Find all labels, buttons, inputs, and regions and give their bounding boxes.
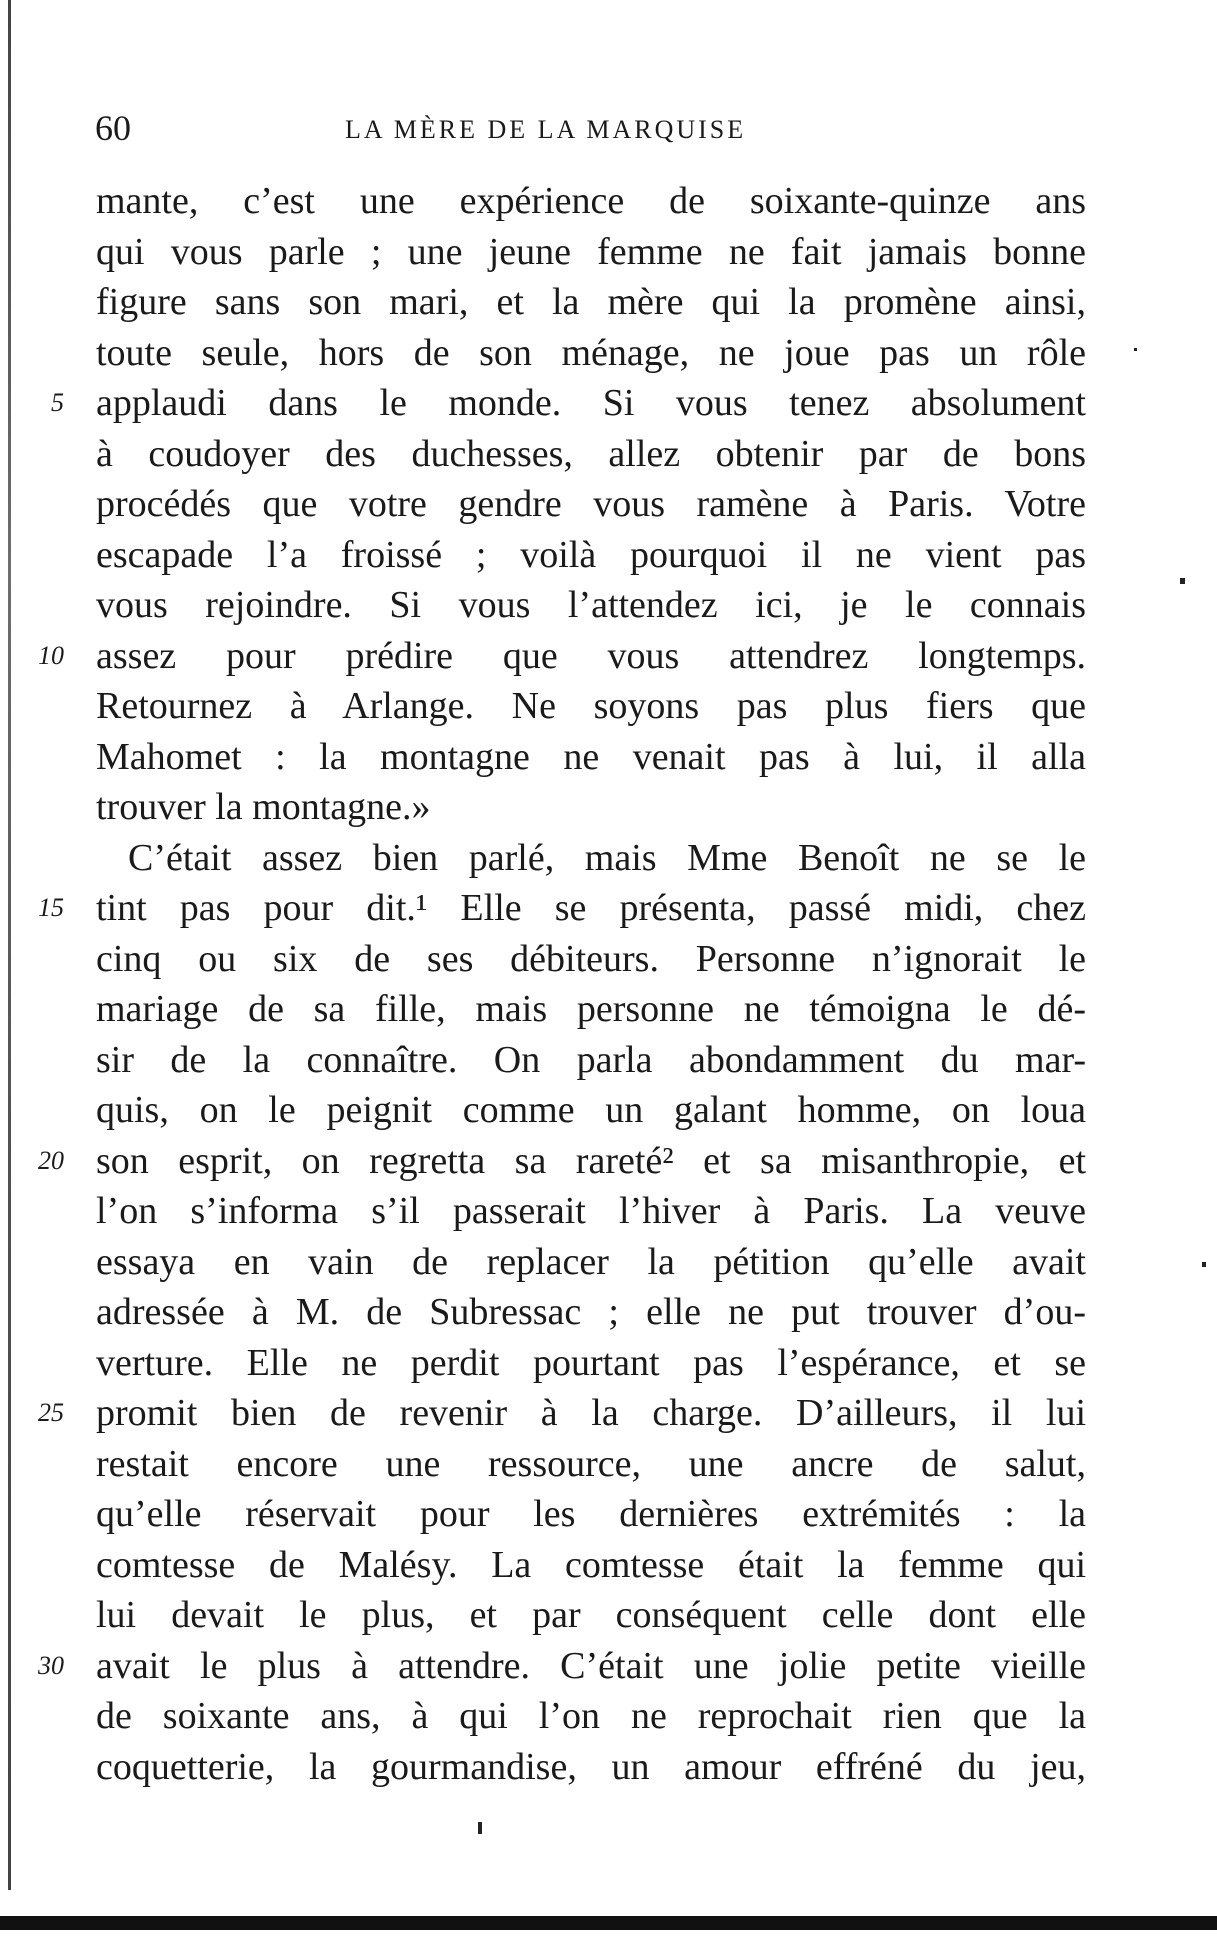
line-text: tint pas pour dit.¹ Elle se présenta, passé midi, chez bbox=[96, 887, 1086, 929]
scan-speck bbox=[1134, 348, 1137, 351]
running-title: LA MÈRE DE LA MARQUISE bbox=[345, 115, 747, 144]
text-line bbox=[38, 1388, 1086, 1439]
line-number: 5 bbox=[51, 388, 64, 417]
text-line bbox=[96, 580, 1086, 631]
line-text: restait encore une ressource, une ancre de salut, bbox=[96, 1442, 1086, 1485]
text-line bbox=[96, 1085, 1086, 1136]
line-text: adressée à M. de Subressac ; elle ne put trouver d’ou- bbox=[96, 1291, 1086, 1333]
line-text: Mahomet : la montagne ne venait pas à lui, il alla bbox=[96, 735, 1086, 778]
line-text: vous rejoindre. Si vous l’attendez ici, je le connais bbox=[96, 584, 1086, 626]
text-line bbox=[96, 1742, 1086, 1793]
line-number: 30 bbox=[38, 1650, 64, 1680]
line-text: figure sans son mari, et la mère qui la promène ainsi, bbox=[96, 281, 1086, 323]
text-line bbox=[96, 1489, 1086, 1540]
line-text: applaudi dans le monde. Si vous tenez absolument bbox=[96, 382, 1086, 424]
line-text: essaya en vain de replacer la pétition qu’elle avait bbox=[96, 1240, 1086, 1283]
line-text: cinq ou six de ses débiteurs. Personne n’ignorait le bbox=[96, 937, 1086, 980]
text-line bbox=[96, 530, 1086, 581]
line-text: promit bien de revenir à la charge. D’ailleurs, il lui bbox=[96, 1392, 1086, 1434]
scan-edge-left bbox=[8, 0, 11, 1890]
scan-speck bbox=[478, 1822, 482, 1834]
line-text: comtesse de Malésy. La comtesse était la femme qui bbox=[96, 1543, 1086, 1586]
text-line bbox=[96, 1035, 1086, 1086]
text-line bbox=[96, 429, 1086, 480]
text-line bbox=[38, 631, 1086, 682]
text-line bbox=[96, 479, 1086, 530]
text-line bbox=[96, 1540, 1086, 1591]
line-text: procédés que votre gendre vous ramène à Paris. Votre bbox=[96, 483, 1086, 525]
text-line bbox=[96, 1590, 1086, 1641]
text-line bbox=[96, 833, 1086, 884]
text-line bbox=[96, 328, 1086, 379]
scan-speck bbox=[1180, 578, 1185, 584]
text-line bbox=[96, 1237, 1086, 1288]
line-text: qui vous parle ; une jeune femme ne fait jamais bonne bbox=[96, 230, 1086, 273]
line-text: mariage de sa fille, mais personne ne témoigna le dé- bbox=[96, 988, 1086, 1030]
text-line bbox=[96, 1287, 1086, 1338]
text-line bbox=[96, 277, 1086, 328]
text-line bbox=[96, 934, 1086, 985]
line-text: avait le plus à attendre. C’était une jolie petite vieille bbox=[96, 1644, 1086, 1687]
line-text: Retournez à Arlange. Ne soyons pas plus fiers que bbox=[96, 685, 1086, 727]
line-text: coquetterie, la gourmandise, un amour effréné du jeu, bbox=[96, 1745, 1086, 1788]
line-text: l’on s’informa s’il passerait l’hiver à Paris. La veuve bbox=[96, 1190, 1086, 1232]
line-text: mante, c’est une expérience de soixante-quinze ans bbox=[96, 180, 1086, 222]
scan-speck bbox=[1202, 1262, 1206, 1267]
text-line bbox=[96, 1186, 1086, 1237]
scan-edge-bottom bbox=[0, 1916, 1217, 1930]
text-line bbox=[96, 227, 1086, 278]
text-line bbox=[96, 681, 1086, 732]
line-number: 20 bbox=[38, 1145, 64, 1175]
text-line bbox=[96, 732, 1086, 783]
line-text: toute seule, hors de son ménage, ne joue pas un rôle bbox=[96, 331, 1086, 374]
line-text: C’était assez bien parlé, mais Mme Benoît ne se le bbox=[128, 836, 1086, 879]
line-text: escapade l’a froissé ; voilà pourquoi il ne vient pas bbox=[96, 533, 1086, 576]
line-text: assez pour prédire que vous attendrez longtemps. bbox=[96, 634, 1086, 677]
line-text: verture. Elle ne perdit pourtant pas l’espérance, et se bbox=[96, 1341, 1086, 1384]
page-header bbox=[95, 108, 1085, 148]
text-line bbox=[96, 1338, 1086, 1389]
text-line bbox=[96, 782, 1086, 833]
text-line bbox=[96, 176, 1086, 227]
text-line bbox=[38, 1641, 1086, 1692]
text-line bbox=[96, 1439, 1086, 1490]
text-line bbox=[38, 1136, 1086, 1187]
line-text: à coudoyer des duchesses, allez obtenir par de bons bbox=[96, 432, 1086, 475]
line-text: de soixante ans, à qui l’on ne reprochait rien que la bbox=[96, 1695, 1086, 1737]
line-number: 15 bbox=[38, 893, 64, 922]
text-line bbox=[51, 378, 1086, 429]
line-text: quis, on le peignit comme un galant homme, on loua bbox=[96, 1089, 1086, 1131]
line-text: qu’elle réservait pour les dernières extrémités : la bbox=[96, 1493, 1086, 1535]
line-number: 25 bbox=[38, 1398, 64, 1427]
text-line bbox=[96, 1691, 1086, 1742]
page-number: 60 bbox=[95, 108, 131, 148]
line-number: 10 bbox=[38, 640, 64, 670]
body-text bbox=[38, 176, 1086, 1792]
line-text: trouver la montagne.» bbox=[96, 786, 431, 828]
text-line bbox=[38, 883, 1086, 934]
line-text: lui devait le plus, et par conséquent celle dont elle bbox=[96, 1594, 1086, 1636]
line-text: sir de la connaître. On parla abondamment du mar- bbox=[96, 1038, 1086, 1081]
line-text: son esprit, on regretta sa rareté² et sa misanthropie, et bbox=[96, 1139, 1086, 1182]
text-line bbox=[96, 984, 1086, 1035]
